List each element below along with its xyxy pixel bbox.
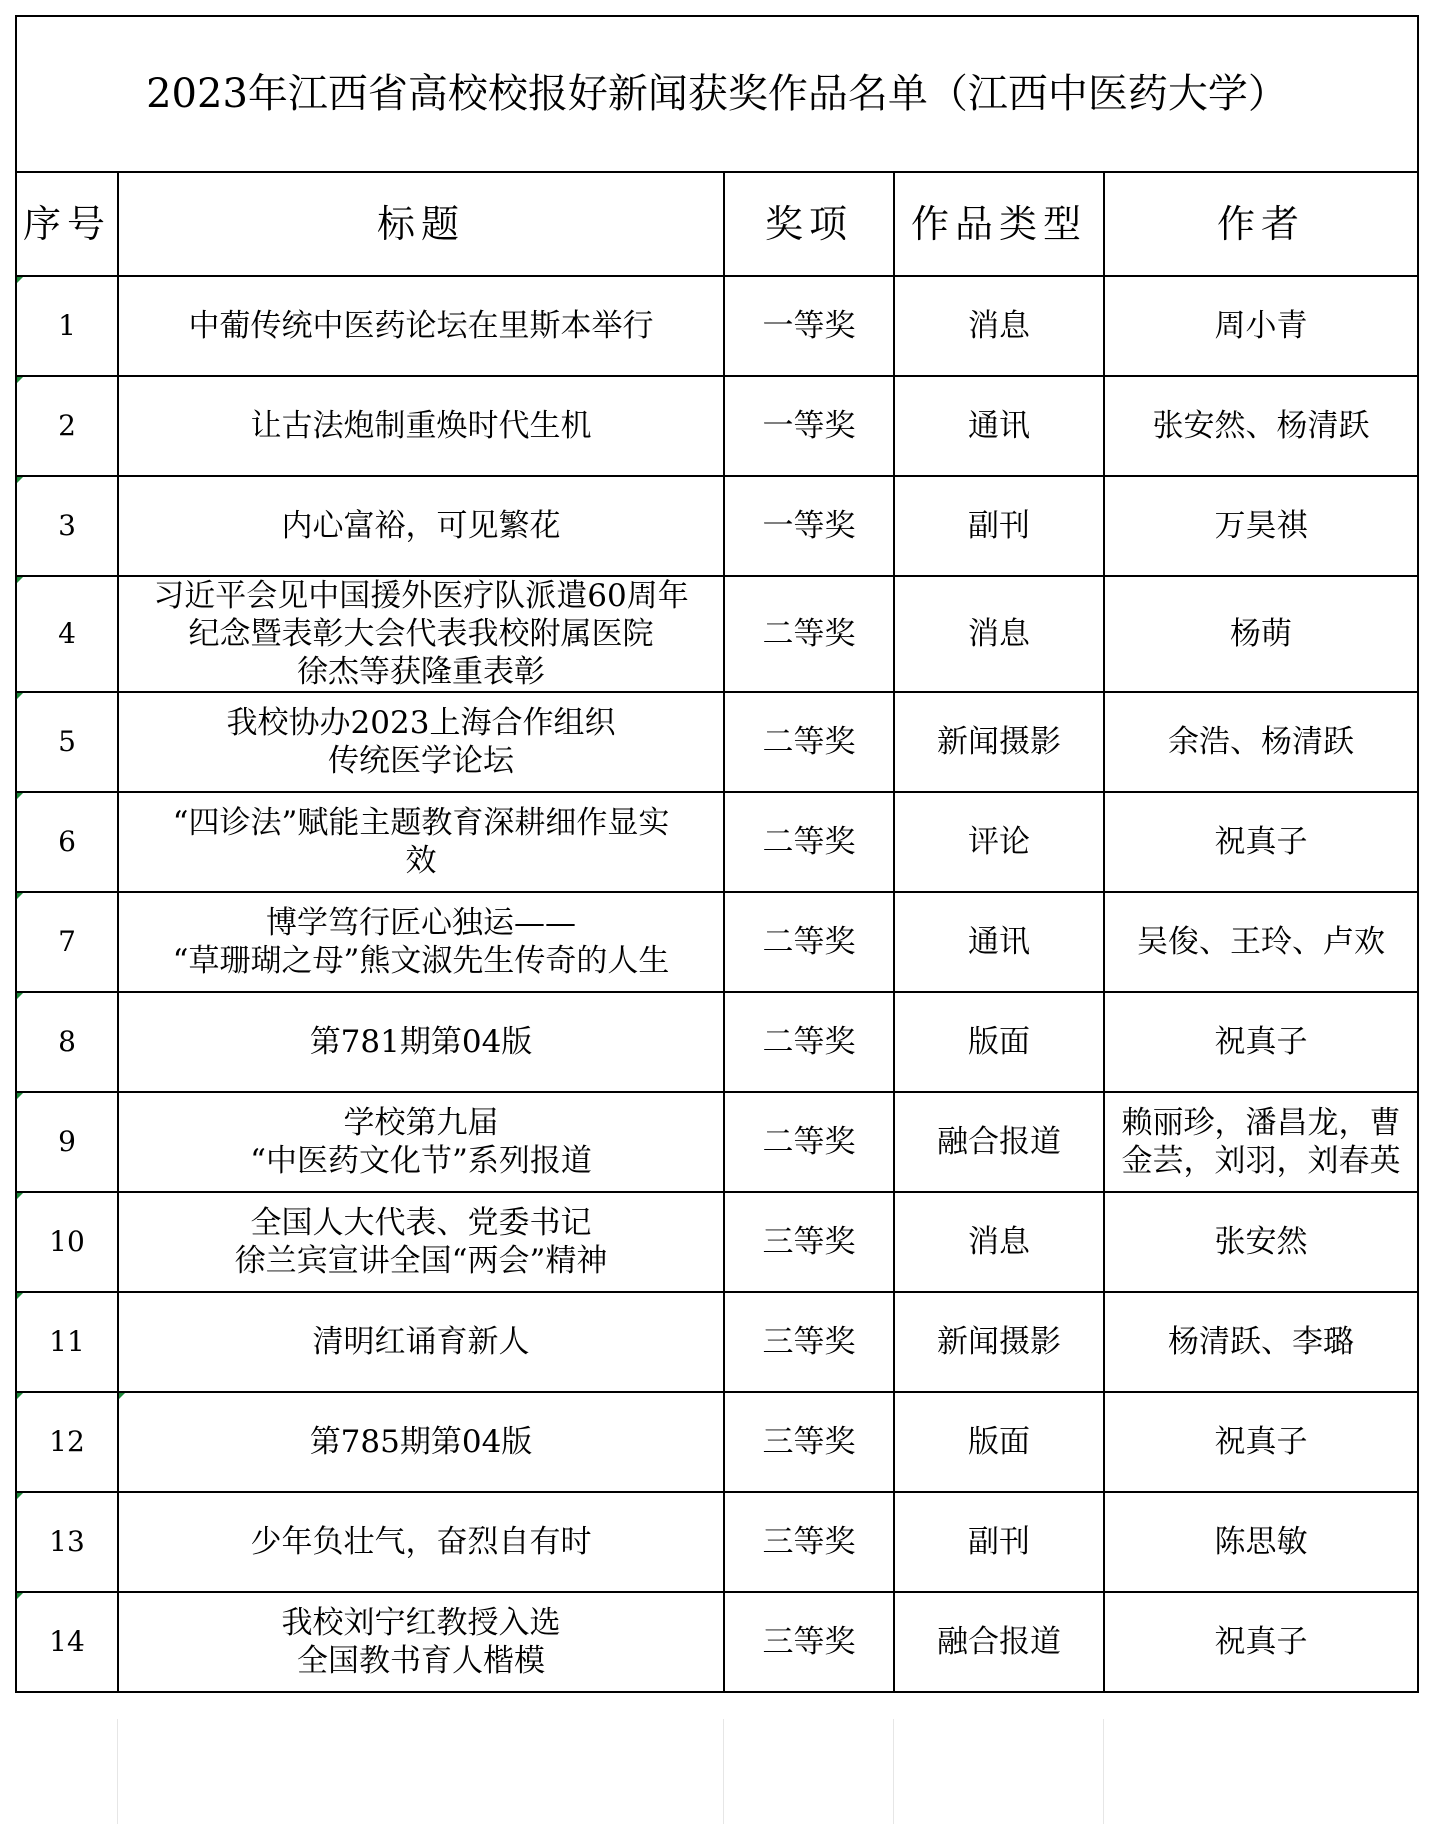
cell-award: [724, 1092, 894, 1192]
awards-table: [15, 15, 1419, 1693]
cell-seq-text: 9: [58, 1125, 76, 1158]
cell-type: [894, 1292, 1104, 1392]
cell-author-text: 祝真子: [1214, 1024, 1308, 1060]
cell-type-text: 新闻摄影: [937, 724, 1061, 760]
cell-award: [724, 276, 894, 376]
cell-type-text: 通讯: [968, 924, 1030, 960]
cell-title-text: 中葡传统中医药论坛在里斯本举行: [188, 308, 654, 344]
header-award: 奖项: [724, 172, 894, 276]
cell-author: [1104, 892, 1418, 992]
cell-type-text: 版面: [968, 1424, 1030, 1460]
cell-award-text: 三等奖: [762, 1524, 856, 1560]
cell-seq: [16, 1092, 118, 1192]
cell-title-text: 第785期第04版: [309, 1424, 533, 1460]
cell-seq-text: 11: [49, 1325, 85, 1358]
cell-type-text: 通讯: [968, 408, 1030, 444]
cell-award-text: 二等奖: [762, 824, 856, 860]
cell-title-text: 第781期第04版: [309, 1024, 533, 1060]
cell-title-text: 学校第九届 “中医药文化节”系列报道: [250, 1105, 592, 1179]
cell-award-text: 一等奖: [762, 308, 856, 344]
cell-award-text: 一等奖: [762, 408, 856, 444]
cell-type-text: 新闻摄影: [937, 1324, 1061, 1360]
cell-author-text: 杨萌: [1230, 616, 1292, 652]
cell-title: [118, 892, 724, 992]
cell-seq: [16, 692, 118, 792]
cell-type: [894, 1592, 1104, 1692]
cell-title-text: 我校协办2023上海合作组织 传统医学论坛: [226, 705, 616, 779]
cell-award-text: 二等奖: [762, 924, 856, 960]
cell-seq: [16, 1292, 118, 1392]
cell-seq: [16, 476, 118, 576]
cell-author-text: 张安然、杨清跃: [1152, 408, 1370, 444]
cell-author: [1104, 1192, 1418, 1292]
cell-award: [724, 792, 894, 892]
cell-award-text: 二等奖: [762, 724, 856, 760]
cell-seq: [16, 892, 118, 992]
cell-seq-text: 8: [58, 1025, 76, 1058]
cell-author-text: 祝真子: [1214, 824, 1308, 860]
cell-title-text: 清明红诵育新人: [312, 1324, 530, 1360]
table-row: [16, 1392, 1418, 1492]
cell-award-text: 二等奖: [762, 1124, 856, 1160]
cell-type-text: 副刊: [968, 1524, 1030, 1560]
cell-seq: [16, 1392, 118, 1492]
cell-seq-text: 13: [49, 1525, 85, 1558]
cell-award: [724, 476, 894, 576]
cell-type: [894, 376, 1104, 476]
cell-author: [1104, 576, 1418, 692]
cell-author-text: 赖丽珍，潘昌龙，曹 金芸，刘羽，刘春英: [1121, 1105, 1401, 1179]
cell-award: [724, 692, 894, 792]
cell-title: [118, 1492, 724, 1592]
table-row: [16, 692, 1418, 792]
cell-author: [1104, 992, 1418, 1092]
cell-seq-text: 2: [58, 409, 76, 442]
cell-type-text: 消息: [968, 308, 1030, 344]
cell-author-text: 杨清跃、李璐: [1168, 1324, 1354, 1360]
cell-author-text: 陈思敏: [1214, 1524, 1308, 1560]
cell-title: [118, 276, 724, 376]
cell-seq-text: 3: [58, 509, 76, 542]
cell-title: [118, 1092, 724, 1192]
cell-award-text: 三等奖: [762, 1324, 856, 1360]
cell-seq-text: 6: [58, 825, 76, 858]
cell-type: [894, 992, 1104, 1092]
cell-author-text: 吴俊、王玲、卢欢: [1137, 924, 1385, 960]
cell-author: [1104, 1592, 1418, 1692]
cell-type: [894, 1192, 1104, 1292]
cell-award-text: 三等奖: [762, 1624, 856, 1660]
cell-award: [724, 376, 894, 476]
cell-type: [894, 692, 1104, 792]
cell-award: [724, 1592, 894, 1692]
header-author: 作者: [1104, 172, 1418, 276]
cell-type: [894, 1392, 1104, 1492]
table-row: [16, 892, 1418, 992]
table-row: [16, 1092, 1418, 1192]
cell-title: [118, 1592, 724, 1692]
cell-seq-text: 4: [58, 617, 76, 650]
cell-seq-text: 1: [58, 309, 76, 342]
cell-award: [724, 1192, 894, 1292]
cell-seq-text: 5: [58, 725, 76, 758]
cell-seq: [16, 1192, 118, 1292]
table-row: [16, 792, 1418, 892]
cell-title: [118, 1292, 724, 1392]
cell-award-text: 二等奖: [762, 616, 856, 652]
table-row: [16, 476, 1418, 576]
cell-seq: [16, 1492, 118, 1592]
cell-seq: [16, 276, 118, 376]
cell-award-text: 三等奖: [762, 1224, 856, 1260]
cell-type-text: 融合报道: [937, 1124, 1061, 1160]
cell-author-text: 万昊祺: [1214, 508, 1308, 544]
cell-author: [1104, 376, 1418, 476]
table-row: [16, 376, 1418, 476]
header-row: [16, 172, 1418, 276]
cell-title-text: 少年负壮气，奋烈自有时: [250, 1524, 592, 1560]
cell-title: [118, 1192, 724, 1292]
cell-title-text: 内心富裕，可见繁花: [281, 508, 561, 544]
cell-author: [1104, 1092, 1418, 1192]
cell-type-text: 评论: [968, 824, 1030, 860]
cell-author: [1104, 1492, 1418, 1592]
cell-title-text: 博学笃行匠心独运—— “草珊瑚之母”熊文淑先生传奇的人生: [172, 905, 670, 979]
cell-type-text: 副刊: [968, 508, 1030, 544]
cell-type-text: 消息: [968, 616, 1030, 652]
cell-title: [118, 576, 724, 692]
cell-award: [724, 1492, 894, 1592]
table-row: [16, 1592, 1418, 1692]
cell-author: [1104, 1292, 1418, 1392]
cell-type-text: 消息: [968, 1224, 1030, 1260]
cell-award: [724, 892, 894, 992]
cell-seq-text: 12: [49, 1425, 85, 1458]
cell-title-text: 让古法炮制重焕时代生机: [250, 408, 592, 444]
cell-seq: [16, 792, 118, 892]
table-row: [16, 1192, 1418, 1292]
cell-type: [894, 892, 1104, 992]
cell-author: [1104, 476, 1418, 576]
cell-award: [724, 1392, 894, 1492]
cell-author-text: 祝真子: [1214, 1624, 1308, 1660]
cell-award-text: 三等奖: [762, 1424, 856, 1460]
table-row: [16, 276, 1418, 376]
header-type: 作品类型: [894, 172, 1104, 276]
cell-seq: [16, 1592, 118, 1692]
cell-seq: [16, 576, 118, 692]
table-row: [16, 1492, 1418, 1592]
cell-title: [118, 376, 724, 476]
cell-type: [894, 792, 1104, 892]
cell-type-text: 版面: [968, 1024, 1030, 1060]
cell-title-text: 全国人大代表、党委书记 徐兰宾宣讲全国“两会”精神: [234, 1205, 608, 1279]
cell-author-text: 祝真子: [1214, 1424, 1308, 1460]
cell-seq-text: 10: [49, 1225, 85, 1258]
cell-seq: [16, 376, 118, 476]
cell-title-text: “四诊法”赋能主题教育深耕细作显实 效: [172, 805, 670, 879]
table-row: [16, 576, 1418, 692]
table-row: [16, 992, 1418, 1092]
cell-type-text: 融合报道: [937, 1624, 1061, 1660]
cell-title: [118, 1392, 724, 1492]
cell-author-text: 周小青: [1214, 308, 1308, 344]
cell-title: [118, 792, 724, 892]
cell-seq: [16, 992, 118, 1092]
cell-title-text: 习近平会见中国援外医疗队派遣60周年 纪念暨表彰大会代表我校附属医院 徐杰等获隆重表彰: [153, 578, 689, 690]
blank-sheet-area: [15, 1719, 1417, 1824]
cell-award: [724, 576, 894, 692]
cell-award-text: 一等奖: [762, 508, 856, 544]
document-title: 2023年江西省高校校报好新闻获奖作品名单（江西中医药大学）: [16, 16, 1418, 172]
cell-author-text: 张安然: [1214, 1224, 1308, 1260]
table-row: [16, 1292, 1418, 1392]
cell-type: [894, 576, 1104, 692]
cell-title: [118, 476, 724, 576]
header-title: 标题: [118, 172, 724, 276]
cell-type: [894, 476, 1104, 576]
cell-author-text: 余浩、杨清跃: [1168, 724, 1354, 760]
cell-type: [894, 1492, 1104, 1592]
cell-award: [724, 992, 894, 1092]
cell-seq-text: 7: [58, 925, 76, 958]
cell-author: [1104, 1392, 1418, 1492]
cell-title: [118, 992, 724, 1092]
cell-title-text: 我校刘宁红教授入选 全国教书育人楷模: [281, 1605, 561, 1679]
cell-author: [1104, 276, 1418, 376]
cell-author: [1104, 692, 1418, 792]
cell-award: [724, 1292, 894, 1392]
cell-type: [894, 1092, 1104, 1192]
header-seq: 序号: [16, 172, 118, 276]
cell-seq-text: 14: [49, 1625, 85, 1658]
cell-award-text: 二等奖: [762, 1024, 856, 1060]
cell-type: [894, 276, 1104, 376]
cell-author: [1104, 792, 1418, 892]
cell-title: [118, 692, 724, 792]
